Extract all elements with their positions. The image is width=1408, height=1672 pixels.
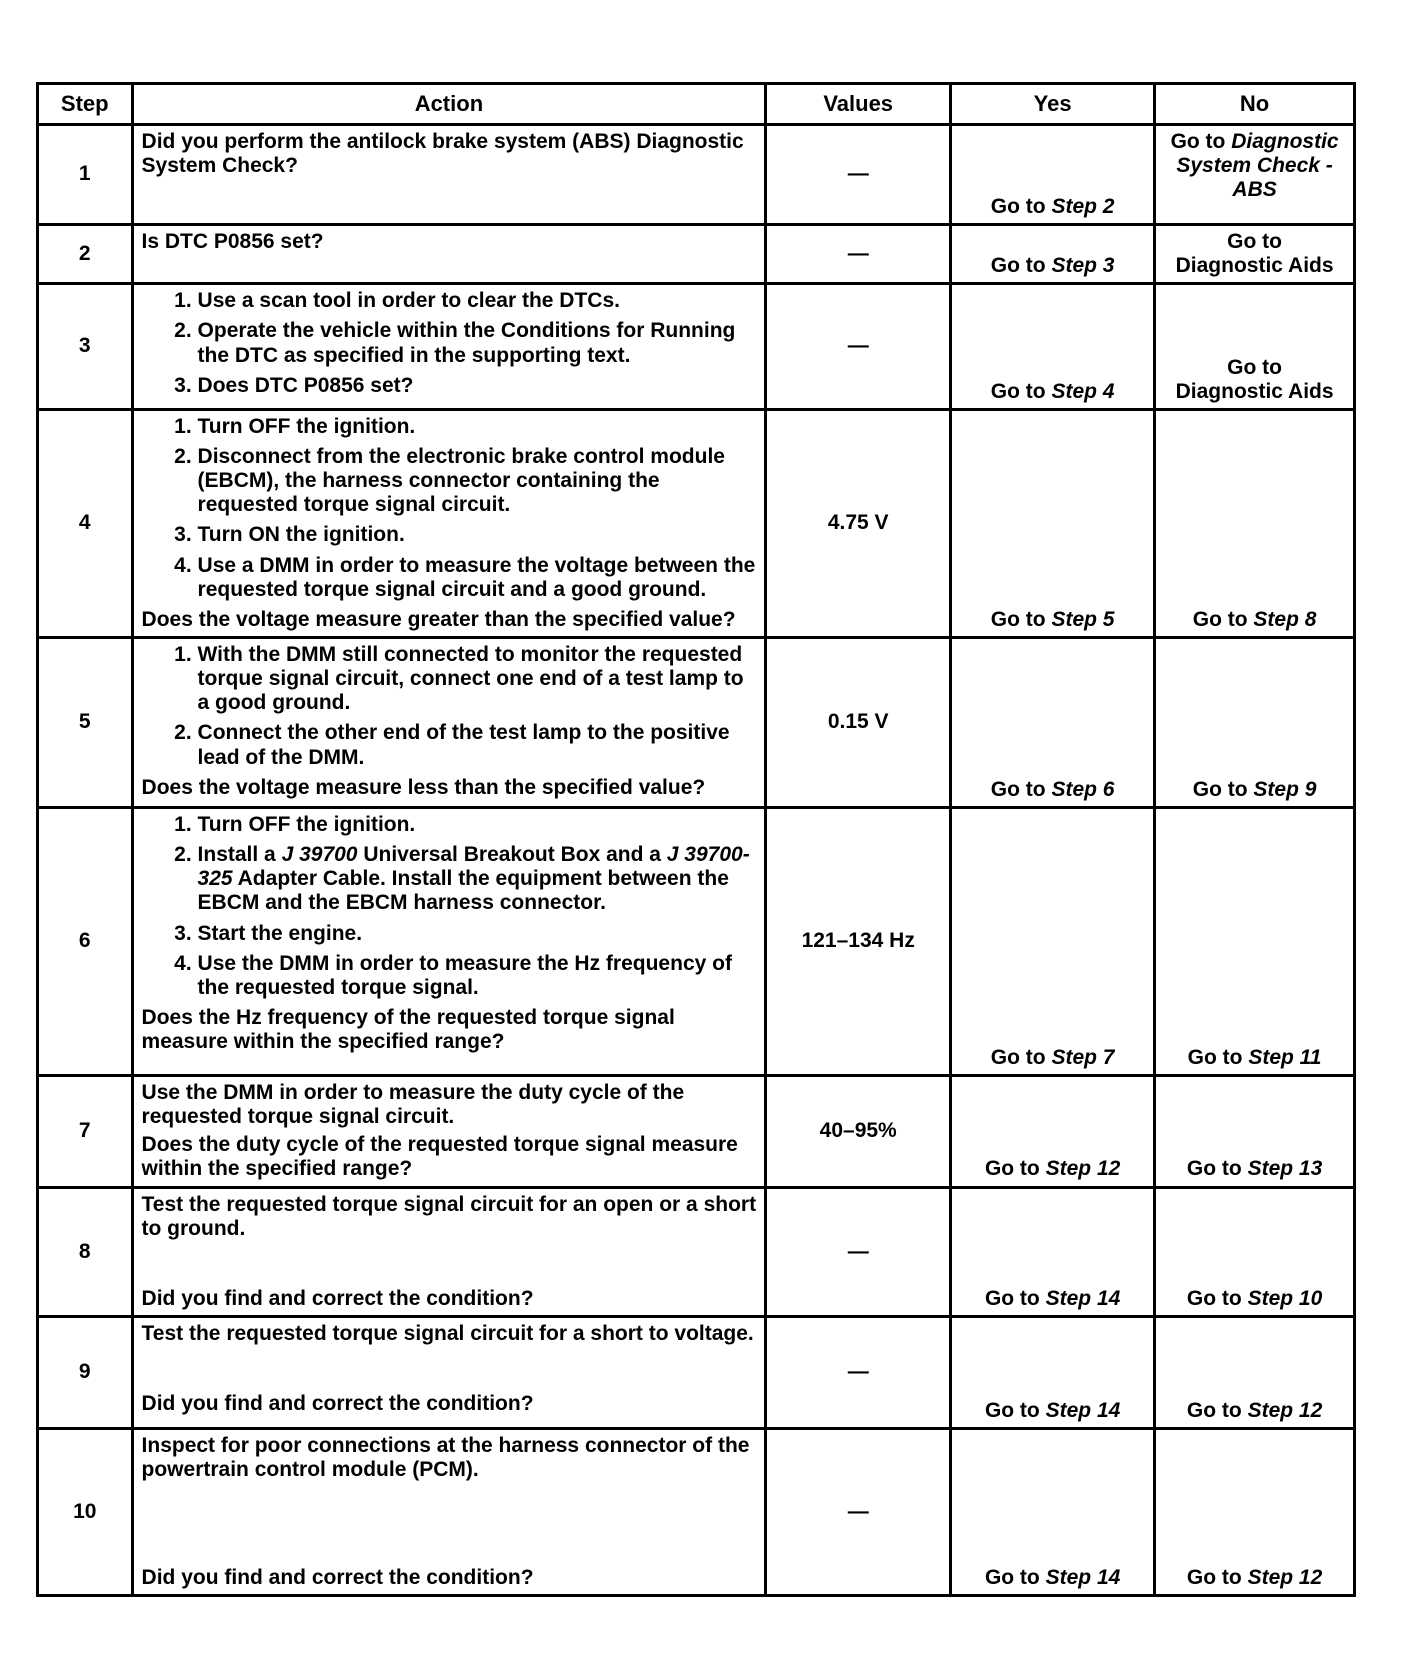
no-cell[interactable] <box>1155 1075 1355 1187</box>
value-cell: — <box>766 225 951 284</box>
yes-prefix: Go to <box>984 1157 1040 1181</box>
value-cell: 0.15 V <box>766 637 951 807</box>
table-row <box>38 1187 1355 1316</box>
step-number: 10 <box>38 1428 133 1595</box>
no-target-link[interactable]: Step 9 <box>1253 777 1317 801</box>
action-item: 2. Operate the vehicle within the Conditions for Running the DTC as specified in the supporting text. <box>198 319 757 367</box>
no-cell[interactable] <box>1155 1428 1355 1595</box>
action-item: 2. Connect the other end of the test lamp to the positive lead of the DMM. <box>198 721 757 769</box>
action-question: Does the duty cycle of the requested torque signal measure within the specified range? <box>141 1133 738 1181</box>
no-prefix: Go to <box>1186 1157 1242 1181</box>
step-number: 9 <box>38 1316 133 1428</box>
diagnostic-table <box>36 82 1356 1597</box>
step-number: 3 <box>38 284 133 410</box>
action-item: 4. Use a DMM in order to measure the voltage between the requested torque signal circuit and a good ground. <box>198 554 757 602</box>
action-question: Does the Hz frequency of the requested torque signal measure within the specified range? <box>141 1005 675 1054</box>
action-question: Did you perform the antilock brake system (ABS) Diagnostic System Check? <box>141 130 744 178</box>
header-action: Action <box>132 84 766 125</box>
value-cell: — <box>766 1187 951 1316</box>
no-cell[interactable] <box>1155 225 1355 284</box>
step-number: 1 <box>38 125 133 225</box>
action-item: 1. Use a scan tool in order to clear the DTCs. <box>198 289 757 313</box>
yes-cell[interactable] <box>951 1316 1155 1428</box>
action-list <box>142 813 757 1000</box>
table-row <box>38 1075 1355 1187</box>
spacer <box>142 1350 757 1388</box>
no-cell[interactable] <box>1155 409 1355 637</box>
table-row <box>38 1316 1355 1428</box>
no-target-link[interactable]: Diagnostic System Check - ABS <box>1176 130 1339 202</box>
no-cell[interactable] <box>1155 637 1355 807</box>
yes-prefix: Go to <box>990 194 1046 218</box>
step-number: 6 <box>38 807 133 1075</box>
no-target-link[interactable]: Step 12 <box>1247 1398 1323 1422</box>
spacer <box>142 1245 757 1283</box>
yes-cell[interactable] <box>951 637 1155 807</box>
table-row <box>38 807 1355 1075</box>
action-list <box>142 415 757 602</box>
yes-prefix: Go to <box>984 1286 1040 1310</box>
table-row <box>38 409 1355 637</box>
no-prefix: Go to <box>1227 230 1282 253</box>
yes-target-link[interactable]: Step 7 <box>1051 1045 1115 1069</box>
action-text <box>132 409 766 637</box>
yes-target-link[interactable]: Step 14 <box>1045 1566 1121 1590</box>
yes-target-link[interactable]: Step 12 <box>1045 1157 1121 1181</box>
no-prefix: Go to <box>1227 355 1282 379</box>
action-question: Does the voltage measure greater than the specified value? <box>141 607 736 631</box>
no-cell[interactable] <box>1155 807 1355 1075</box>
no-cell[interactable] <box>1155 1316 1355 1428</box>
no-prefix: Go to <box>1187 1045 1243 1069</box>
no-target-link[interactable]: Step 11 <box>1248 1045 1322 1069</box>
yes-prefix: Go to <box>984 1398 1040 1422</box>
table-row <box>38 225 1355 284</box>
no-prefix: Go to <box>1192 607 1248 631</box>
yes-cell[interactable] <box>951 409 1155 637</box>
table-row <box>38 1428 1355 1595</box>
no-target-link[interactable]: Step 10 <box>1247 1286 1323 1310</box>
action-item: 1. With the DMM still connected to monitor the requested torque signal circuit, connect one end of a test lamp to a good ground. <box>198 643 757 715</box>
action-question: Is DTC P0856 set? <box>141 230 324 253</box>
yes-target-link[interactable]: Step 4 <box>1051 379 1115 403</box>
table-row <box>38 637 1355 807</box>
step-number: 8 <box>38 1187 133 1316</box>
yes-cell[interactable] <box>951 1075 1155 1187</box>
no-target-link[interactable]: Step 8 <box>1253 607 1317 631</box>
no-target-link[interactable]: Step 13 <box>1247 1157 1323 1181</box>
action-text <box>132 225 766 284</box>
action-question: Does the voltage measure less than the specified value? <box>141 775 706 799</box>
no-prefix: Go to <box>1192 777 1248 801</box>
step-number: 4 <box>38 409 133 637</box>
action-lead: Use the DMM in order to measure the duty cycle of the requested torque signal circuit. <box>141 1080 685 1129</box>
action-item: 3. Does DTC P0856 set? <box>198 374 757 398</box>
yes-cell[interactable] <box>951 284 1155 410</box>
value-cell: — <box>766 125 951 225</box>
yes-target-link[interactable]: Step 5 <box>1051 607 1115 631</box>
yes-cell[interactable] <box>951 125 1155 225</box>
no-target-link[interactable]: Diagnostic Aids <box>1175 379 1334 403</box>
spacer <box>142 1486 757 1562</box>
yes-cell[interactable] <box>951 225 1155 284</box>
action-lead: Test the requested torque signal circuit for a short to voltage. <box>141 1321 754 1345</box>
no-cell[interactable] <box>1155 284 1355 410</box>
value-cell: — <box>766 1316 951 1428</box>
yes-target-link[interactable]: Step 6 <box>1051 777 1115 801</box>
action-text <box>132 1428 766 1595</box>
action-item: 1. Turn OFF the ignition. <box>198 415 757 439</box>
yes-prefix: Go to <box>984 1566 1040 1590</box>
tool-number: J 39700 <box>281 843 358 867</box>
action-item: 1. Turn OFF the ignition. <box>198 813 757 837</box>
yes-target-link[interactable]: Step 14 <box>1045 1286 1121 1310</box>
action-question: Did you find and correct the condition? <box>141 1286 534 1310</box>
value-cell: 40–95% <box>766 1075 951 1187</box>
no-cell[interactable] <box>1155 125 1355 225</box>
value-cell: 4.75 V <box>766 409 951 637</box>
tool-number: J 39700-325 <box>197 843 750 891</box>
action-item: 3. Start the engine. <box>198 922 757 946</box>
step-number: 7 <box>38 1075 133 1187</box>
header-values: Values <box>766 84 951 125</box>
no-prefix: Go to <box>1170 130 1226 153</box>
action-list <box>142 289 757 398</box>
yes-target-link[interactable]: Step 3 <box>1051 254 1115 278</box>
header-step: Step <box>38 84 133 125</box>
action-item-text: Install a <box>197 843 276 867</box>
action-lead: Test the requested torque signal circuit for an open or a short to ground. <box>141 1192 757 1240</box>
action-item: 2. Disconnect from the electronic brake control module (EBCM), the harness connector containing the requested torque signal circuit. <box>198 445 757 517</box>
action-text <box>132 1187 766 1316</box>
yes-prefix: Go to <box>990 1045 1046 1069</box>
action-text <box>132 284 766 410</box>
value-cell: 121–134 Hz <box>766 807 951 1075</box>
header-no: No <box>1155 84 1355 125</box>
no-prefix: Go to <box>1186 1286 1242 1310</box>
yes-cell[interactable] <box>951 807 1155 1075</box>
table-row <box>38 125 1355 225</box>
yes-prefix: Go to <box>990 607 1046 631</box>
yes-target-link[interactable]: Step 2 <box>1051 194 1115 218</box>
no-prefix: Go to <box>1186 1566 1242 1590</box>
yes-prefix: Go to <box>990 777 1046 801</box>
table-row <box>38 284 1355 410</box>
no-prefix: Go to <box>1186 1398 1242 1422</box>
action-text <box>132 637 766 807</box>
no-cell[interactable] <box>1155 1187 1355 1316</box>
header-row <box>38 84 1355 125</box>
action-text <box>132 807 766 1075</box>
no-target-link[interactable]: Step 12 <box>1247 1566 1323 1590</box>
action-question: Did you find and correct the condition? <box>141 1566 534 1590</box>
step-number: 5 <box>38 637 133 807</box>
yes-prefix: Go to <box>990 379 1046 403</box>
action-item-text: Adapter Cable. Install the equipment between the EBCM and the EBCM harness connector. <box>197 867 729 915</box>
action-item-text: Universal Breakout Box and a <box>363 843 661 867</box>
action-text <box>132 1316 766 1428</box>
yes-prefix: Go to <box>990 254 1046 278</box>
yes-target-link[interactable]: Step 14 <box>1045 1398 1121 1422</box>
step-number: 2 <box>38 225 133 284</box>
action-question: Did you find and correct the condition? <box>141 1392 534 1416</box>
action-text <box>132 125 766 225</box>
no-target-link[interactable]: Diagnostic Aids <box>1175 254 1334 278</box>
action-item <box>198 843 757 915</box>
value-cell: — <box>766 284 951 410</box>
value-cell: — <box>766 1428 951 1595</box>
action-item: 4. Use the DMM in order to measure the Hz frequency of the requested torque signal. <box>198 952 757 1000</box>
header-yes: Yes <box>951 84 1155 125</box>
action-lead: Inspect for poor connections at the harness connector of the powertrain control module (PCM). <box>141 1433 750 1482</box>
action-list <box>142 643 757 770</box>
yes-cell[interactable] <box>951 1428 1155 1595</box>
action-text <box>132 1075 766 1187</box>
action-item: 3. Turn ON the ignition. <box>198 523 757 547</box>
yes-cell[interactable] <box>951 1187 1155 1316</box>
